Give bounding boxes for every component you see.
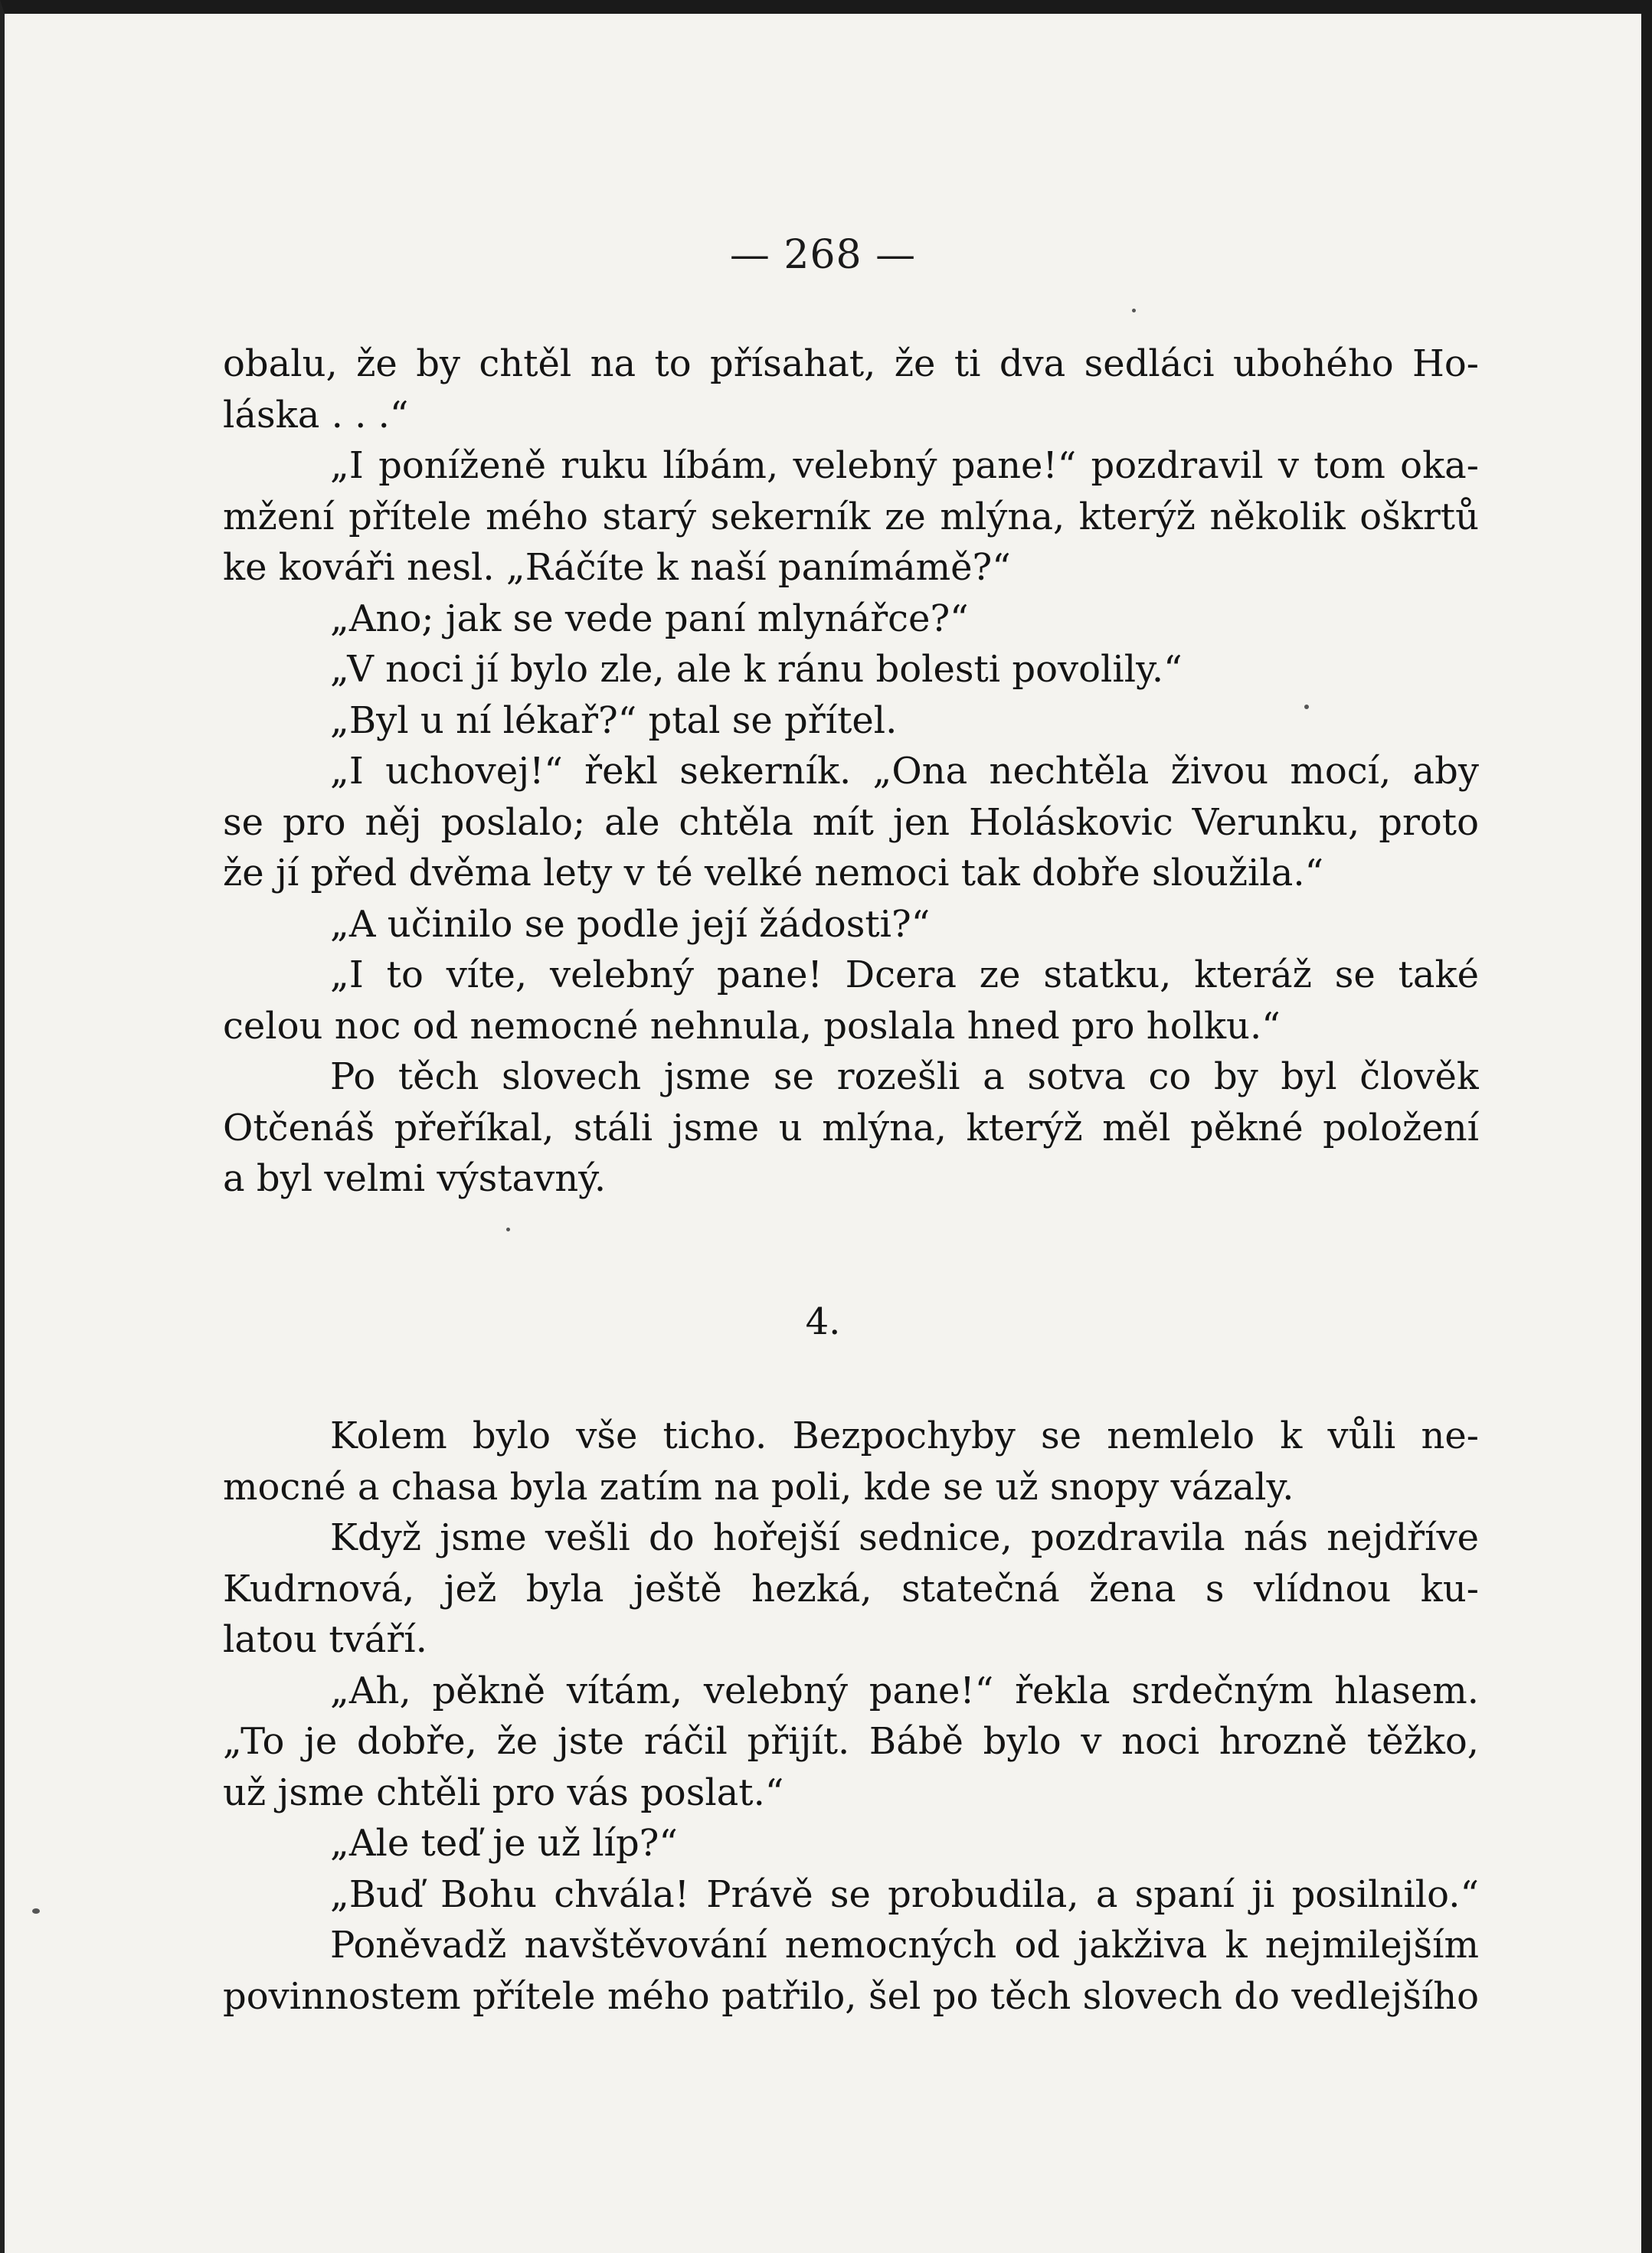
text-line: a byl velmi výstavný. xyxy=(223,1157,607,1200)
print-speck xyxy=(1304,705,1309,709)
text-block-upper xyxy=(223,338,1479,1205)
text-block-lower xyxy=(223,1411,1479,2022)
text-line: „I poníženě ruku líbám, velebný pane!“ pozdravil v tom oka- xyxy=(330,444,1479,487)
text-line: Kolem bylo vše ticho. Bezpochyby se nemlelo k vůli ne- xyxy=(330,1414,1479,1457)
text-line: ke kováři nesl. „Ráčíte k naší panímámě?“ xyxy=(223,546,1011,589)
print-speck xyxy=(32,1908,40,1914)
section-number: 4. xyxy=(805,1300,841,1343)
text-line: celou noc od nemocné nehnula, poslala hned pro holku.“ xyxy=(223,1004,1281,1048)
text-line: „To je dobře, že jste ráčil přijít. Bábě bylo v noci hrozně těžko, xyxy=(223,1720,1479,1763)
print-speck xyxy=(1132,309,1136,312)
text-line: Kudrnová, jež byla ještě hezká, statečná žena s vlídnou ku- xyxy=(223,1567,1479,1610)
page-number: — 268 — xyxy=(729,232,917,278)
text-line: „Buď Bohu chvála! Právě se probudila, a spaní ji posilnilo.“ xyxy=(330,1872,1479,1916)
text-line: mocné a chasa byla zatím na poli, kde se už snopy vázaly. xyxy=(223,1465,1294,1509)
text-line: Po těch slovech jsme se rozešli a sotva co by byl člověk xyxy=(330,1055,1479,1098)
text-line: Otčenáš přeříkal, stáli jsme u mlýna, kterýž měl pěkné položení xyxy=(223,1106,1479,1149)
text-line: už jsme chtěli pro vás poslat.“ xyxy=(223,1771,784,1814)
text-line: obalu, že by chtěl na to přísahat, že ti dva sedláci ubohého Ho- xyxy=(223,342,1479,385)
text-line: mžení přítele mého starý sekerník ze mlýna, kterýž několik oškrtů xyxy=(223,495,1479,538)
print-speck xyxy=(506,1228,510,1231)
text-line: se pro něj poslalo; ale chtěla mít jen Holáskovic Verunku, proto xyxy=(223,800,1479,844)
text-line: „V noci jí bylo zle, ale k ránu bolesti povolily.“ xyxy=(330,648,1183,691)
text-line: že jí před dvěma lety v té velké nemoci tak dobře sloužila.“ xyxy=(223,852,1324,894)
text-line: Poněvadž navštěvování nemocných od jakživa k nejmilejším xyxy=(330,1924,1479,1967)
text-line: „Ale teď je už líp?“ xyxy=(330,1822,678,1865)
text-line: „A učinilo se podle její žádosti?“ xyxy=(330,902,931,946)
text-line: „Ah, pěkně vítám, velebný pane!“ řekla srdečným hlasem. xyxy=(330,1669,1479,1712)
text-line: láska . . .“ xyxy=(223,393,409,437)
text-line: „Ano; jak se vede paní mlynářce?“ xyxy=(330,597,969,640)
text-line: latou tváří. xyxy=(223,1618,427,1661)
text-line: „I uchovej!“ řekl sekerník. „Ona nechtěla živou mocí, aby xyxy=(330,750,1479,793)
text-line: povinnostem přítele mého patřilo, šel po těch slovech do vedlejšího xyxy=(223,1974,1479,2018)
text-line: Když jsme vešli do hořejší sednice, pozdravila nás nejdříve xyxy=(330,1516,1479,1559)
text-line: „Byl u ní lékař?“ ptal se přítel. xyxy=(330,698,898,742)
text-line: „I to víte, velebný pane! Dcera ze statku, kteráž se také xyxy=(330,953,1479,996)
